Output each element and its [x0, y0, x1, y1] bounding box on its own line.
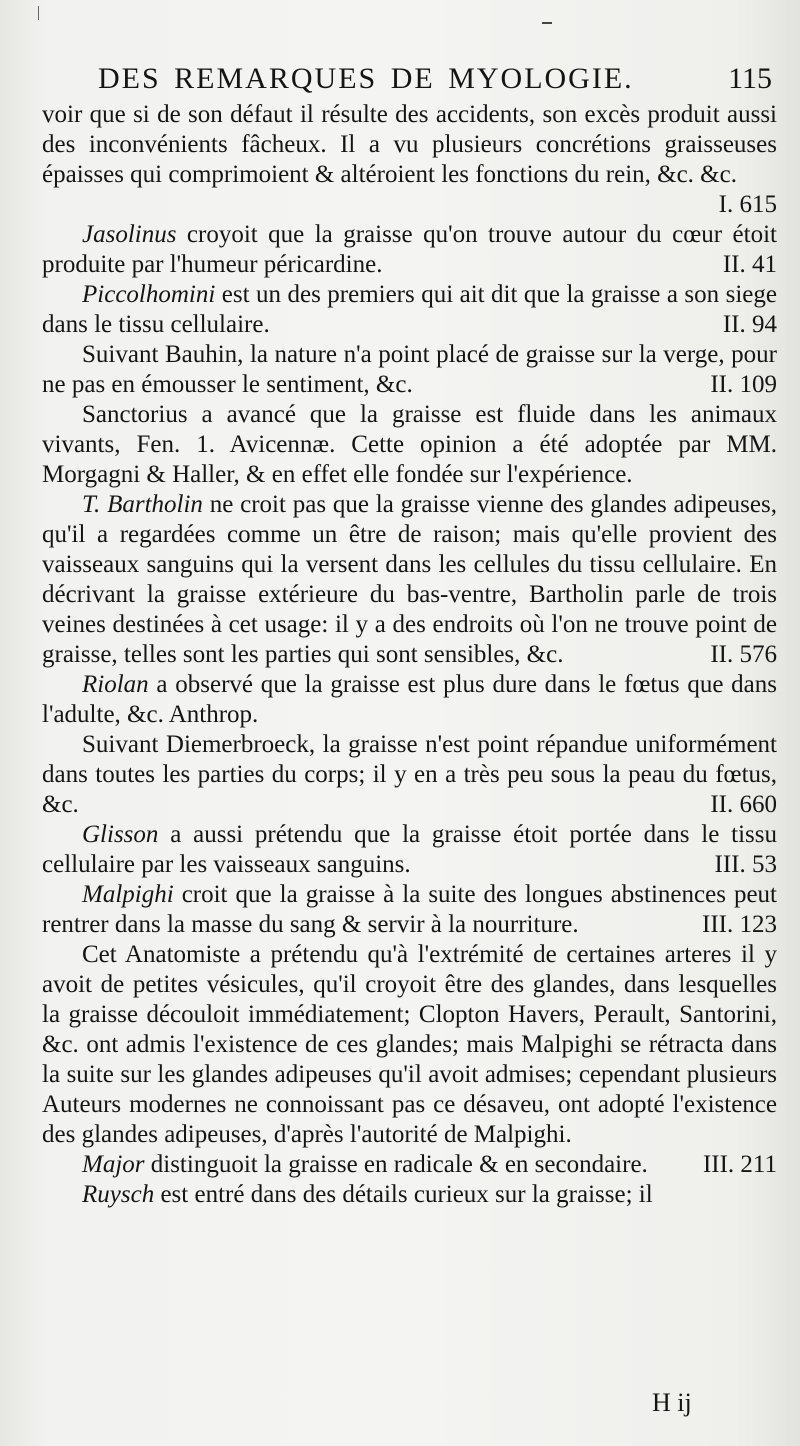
paragraph — [42, 490, 777, 670]
author-name: Ruysch — [82, 1181, 155, 1208]
volume-reference: II. 109 — [710, 371, 777, 398]
author-name: Malpighi — [82, 881, 174, 908]
paragraph — [42, 340, 777, 400]
author-name: Jasolinus — [82, 221, 177, 248]
paragraph — [42, 940, 777, 1150]
paragraph — [42, 220, 777, 280]
paragraph-text: Suivant Diemerbroeck, la graisse n'est point répandue uniformément dans toutes les parties du corps; il y en a très peu sous la peau du fœtus, &c. — [42, 731, 777, 818]
page-ink-dash — [542, 22, 552, 24]
paragraph-text: est un des premiers qui ait dit que la graisse a son siege dans le tissu cellulaire. — [42, 281, 777, 338]
page-number: 115 — [728, 62, 772, 95]
author-name: Riolan — [82, 671, 149, 698]
paragraph-text: distinguoit la graisse en radicale & en secondaire. — [144, 1151, 648, 1178]
page-edge-mark — [38, 6, 39, 20]
author-name: T. Bartholin — [82, 491, 203, 518]
paragraph — [42, 1150, 777, 1180]
paragraph-text: croyoit que la graisse qu'on trouve autour du cœur étoit produite par l'humeur péricardine. — [42, 221, 777, 278]
paragraph-text: voir que si de son défaut il résulte des accidents, son excès produit aussi des inconvénients fâcheux. Il a vu plusieurs concrétions graisseuses épaisses qui comprimoient & altéroient les fonctions du rein, &c. &c. — [42, 101, 777, 188]
paragraph-text: est entré dans des détails curieux sur la graisse; il — [154, 1181, 653, 1208]
paragraph-text: ne croit pas que la graisse vienne des glandes adipeuses, qu'il a regardées comme un être de raison; mais qu'elle provient des vaisseaux sanguins qui la versent dans les cellules du tissu cellulaire. En décrivant la graisse extérieure du bas-ventre, Bartholin parle de trois veines destinées à cet usage: il y a des endroits où l'on ne trouve point de graisse, telles sont les parties qui sont sensibles, &c. — [42, 491, 777, 668]
author-name: Glisson — [82, 821, 159, 848]
volume-reference: II. 94 — [722, 311, 777, 338]
volume-reference: III. 123 — [702, 911, 777, 938]
paragraph-text: Sanctorius a avancé que la graisse est fluide dans les animaux vivants, Fen. 1. Avicennæ. Cette opinion a été adoptée par MM. Morgagni & Haller, & en effet elle fondée sur l'expérience. — [42, 401, 777, 488]
paragraph — [42, 400, 777, 490]
paragraph-text: Cet Anatomiste a prétendu qu'à l'extrémité de certaines arteres il y avoit de petites vésicules, qu'il croyoit être des glandes, dans lesquelles la graisse découloit immédiatement; Clopton Havers, Perault, Santorini, &c. ont admis l'existence de ces glandes; mais Malpighi se rétracta dans la suite sur les glandes adipeuses qu'il avoit admises; cependant plusieurs Auteurs modernes ne connoissant pas ce désaveu, ont adopté l'existence des glandes adipeuses, d'après l'autorité de Malpighi. — [42, 941, 777, 1148]
paragraph-text: croit que la graisse à la suite des longues abstinences peut rentrer dans la masse du sang & servir à la nourriture. — [42, 881, 777, 938]
volume-reference: III. 53 — [714, 851, 777, 878]
author-name: Major — [82, 1151, 145, 1178]
signature-mark: H ij — [652, 1388, 692, 1417]
paragraph — [42, 280, 777, 340]
paragraph-text: a observé que la graisse est plus dure dans le fœtus que dans l'adulte, &c. Anthrop. — [42, 671, 777, 728]
paragraph — [42, 880, 777, 940]
volume-reference: II. 41 — [722, 251, 777, 278]
paragraph-text: Suivant Bauhin, la nature n'a point placé de graisse sur la verge, pour ne pas en émousser le sentiment, &c. — [42, 341, 777, 398]
volume-reference: II. 576 — [710, 641, 777, 668]
volume-reference: II. 660 — [710, 791, 777, 818]
paragraph — [42, 670, 777, 730]
body-text — [42, 100, 777, 1210]
paragraph — [42, 730, 777, 820]
paragraph — [42, 1180, 777, 1210]
volume-reference: III. 211 — [702, 1151, 777, 1178]
page-header — [98, 62, 772, 102]
author-name: Piccolhomini — [82, 281, 216, 308]
paragraph — [42, 100, 777, 220]
volume-reference: I. 615 — [718, 191, 777, 218]
paragraph — [42, 820, 777, 880]
running-title: DES REMARQUES DE MYOLOGIE. — [98, 62, 634, 95]
paragraph-text: a aussi prétendu que la graisse étoit portée dans le tissu cellulaire par les vaisseaux sanguins. — [42, 821, 777, 878]
